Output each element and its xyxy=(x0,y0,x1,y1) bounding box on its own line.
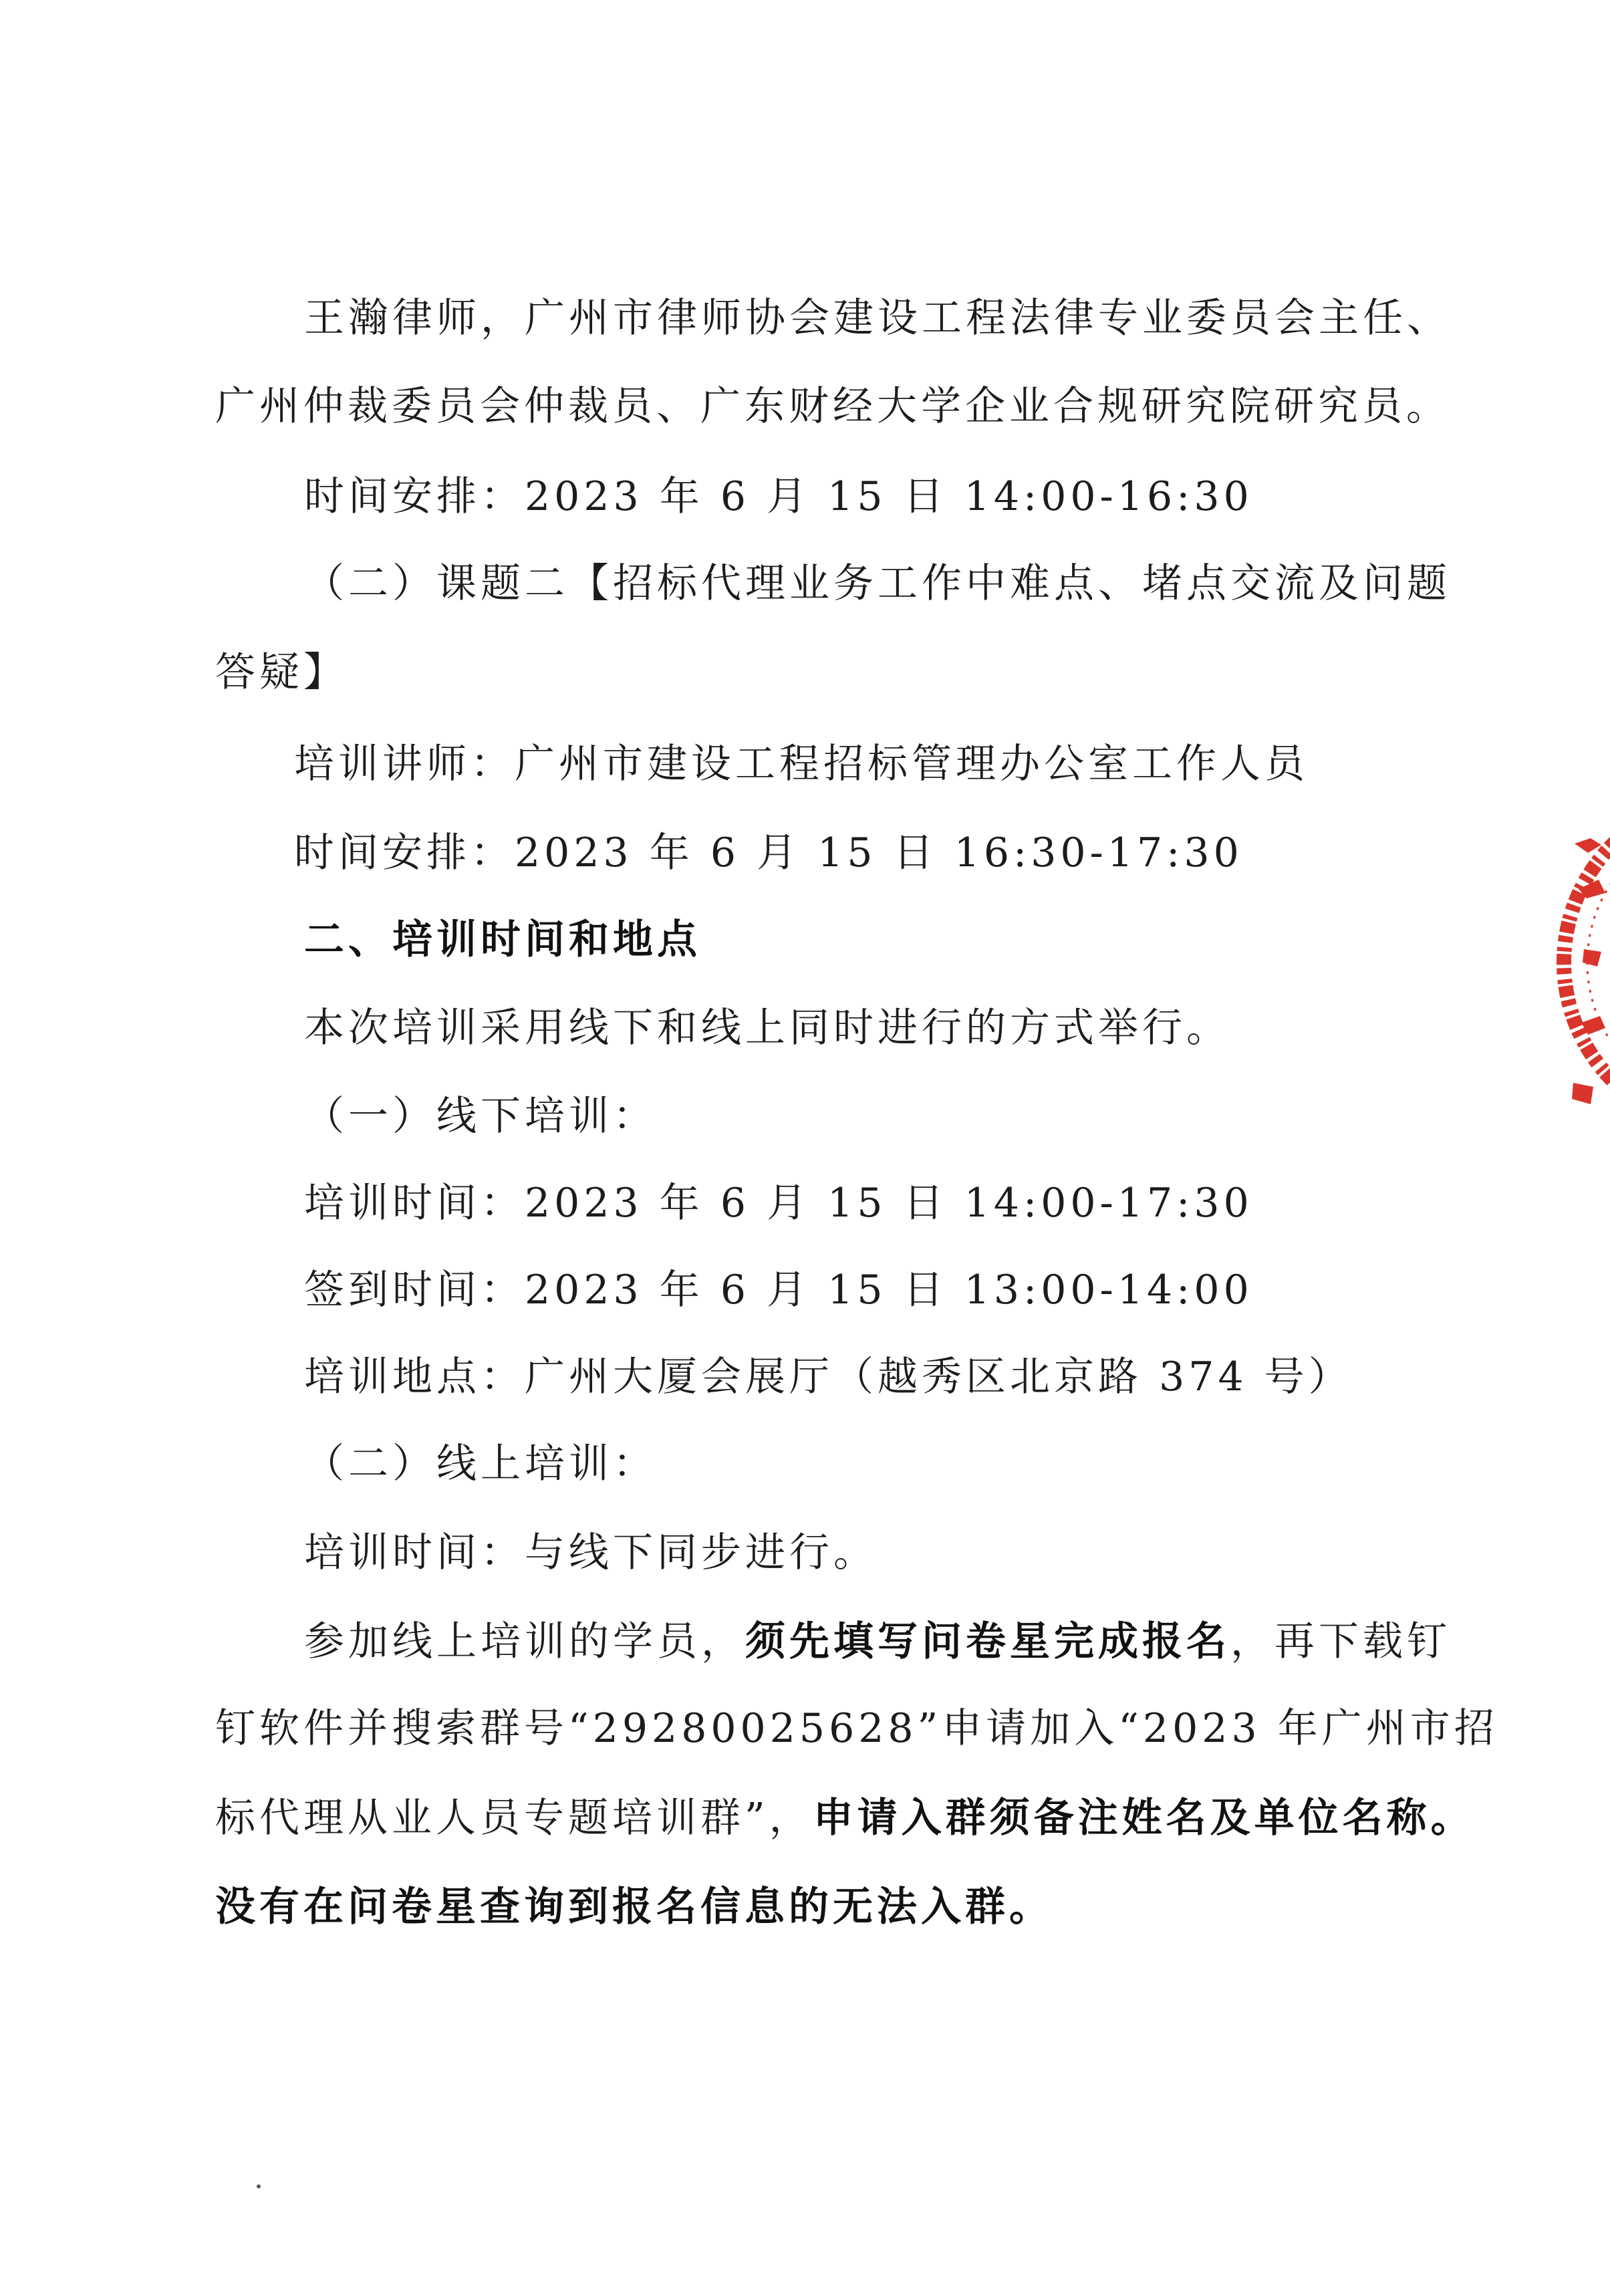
text-line: 培训地点：广州大厦会展厅（越秀区北京路 374 号） xyxy=(304,1354,1353,1400)
official-seal-fragment xyxy=(1537,782,1610,1143)
text-line: 时间安排：2023 年 6 月 15 日 14:00-16:30 xyxy=(304,473,1253,520)
text-line: 培训时间：与线下同步进行。 xyxy=(304,1529,878,1576)
text-line: 培训时间：2023 年 6 月 15 日 14:00-17:30 xyxy=(304,1180,1253,1227)
text-line: 本次培训采用线下和线上同时进行的方式举行。 xyxy=(304,1005,1230,1051)
text-line: 培训讲师：广州市建设工程招标管理办公室工作人员 xyxy=(294,741,1309,787)
text-run: ，再下载钉 xyxy=(1230,1618,1451,1665)
seal-stamp-icon xyxy=(1537,782,1610,1143)
text-run: 参加线上培训的学员， xyxy=(304,1618,745,1665)
section-heading: （二）课题二【招标代理业务工作中难点、堵点交流及问题 xyxy=(304,560,1451,607)
scan-speck xyxy=(257,2184,261,2188)
paragraph-line xyxy=(215,1793,1475,1843)
text-run: 标代理从业人员专题培训群”， xyxy=(215,1795,813,1841)
paragraph-line xyxy=(304,1616,1451,1667)
subsection-heading: （二）线上培训： xyxy=(304,1440,657,1487)
paragraph-line: 没有在问卷星查询到报名信息的无法入群。 xyxy=(215,1884,1053,1930)
subsection-heading: （一）线下培训： xyxy=(304,1093,657,1140)
text-line: 时间安排：2023 年 6 月 15 日 16:30-17:30 xyxy=(294,830,1243,876)
text-line: 王瀚律师，广州市律师协会建设工程法律专业委员会主任、 xyxy=(304,295,1451,342)
bold-text-run: 须先填写问卷星完成报名 xyxy=(745,1618,1230,1665)
text-line: 广州仲裁委员会仲裁员、广东财经大学企业合规研究院研究员。 xyxy=(215,383,1450,430)
section-heading: 答疑】 xyxy=(215,649,348,696)
text-line: 签到时间：2023 年 6 月 15 日 13:00-14:00 xyxy=(304,1267,1253,1313)
paragraph-line: 钉软件并搜索群号“29280025628”申请加入“2023 年广州市招 xyxy=(215,1705,1498,1752)
section-heading: 二、培训时间和地点 xyxy=(304,916,701,963)
bold-text-run: 申请入群须备注姓名及单位名称。 xyxy=(813,1795,1475,1841)
